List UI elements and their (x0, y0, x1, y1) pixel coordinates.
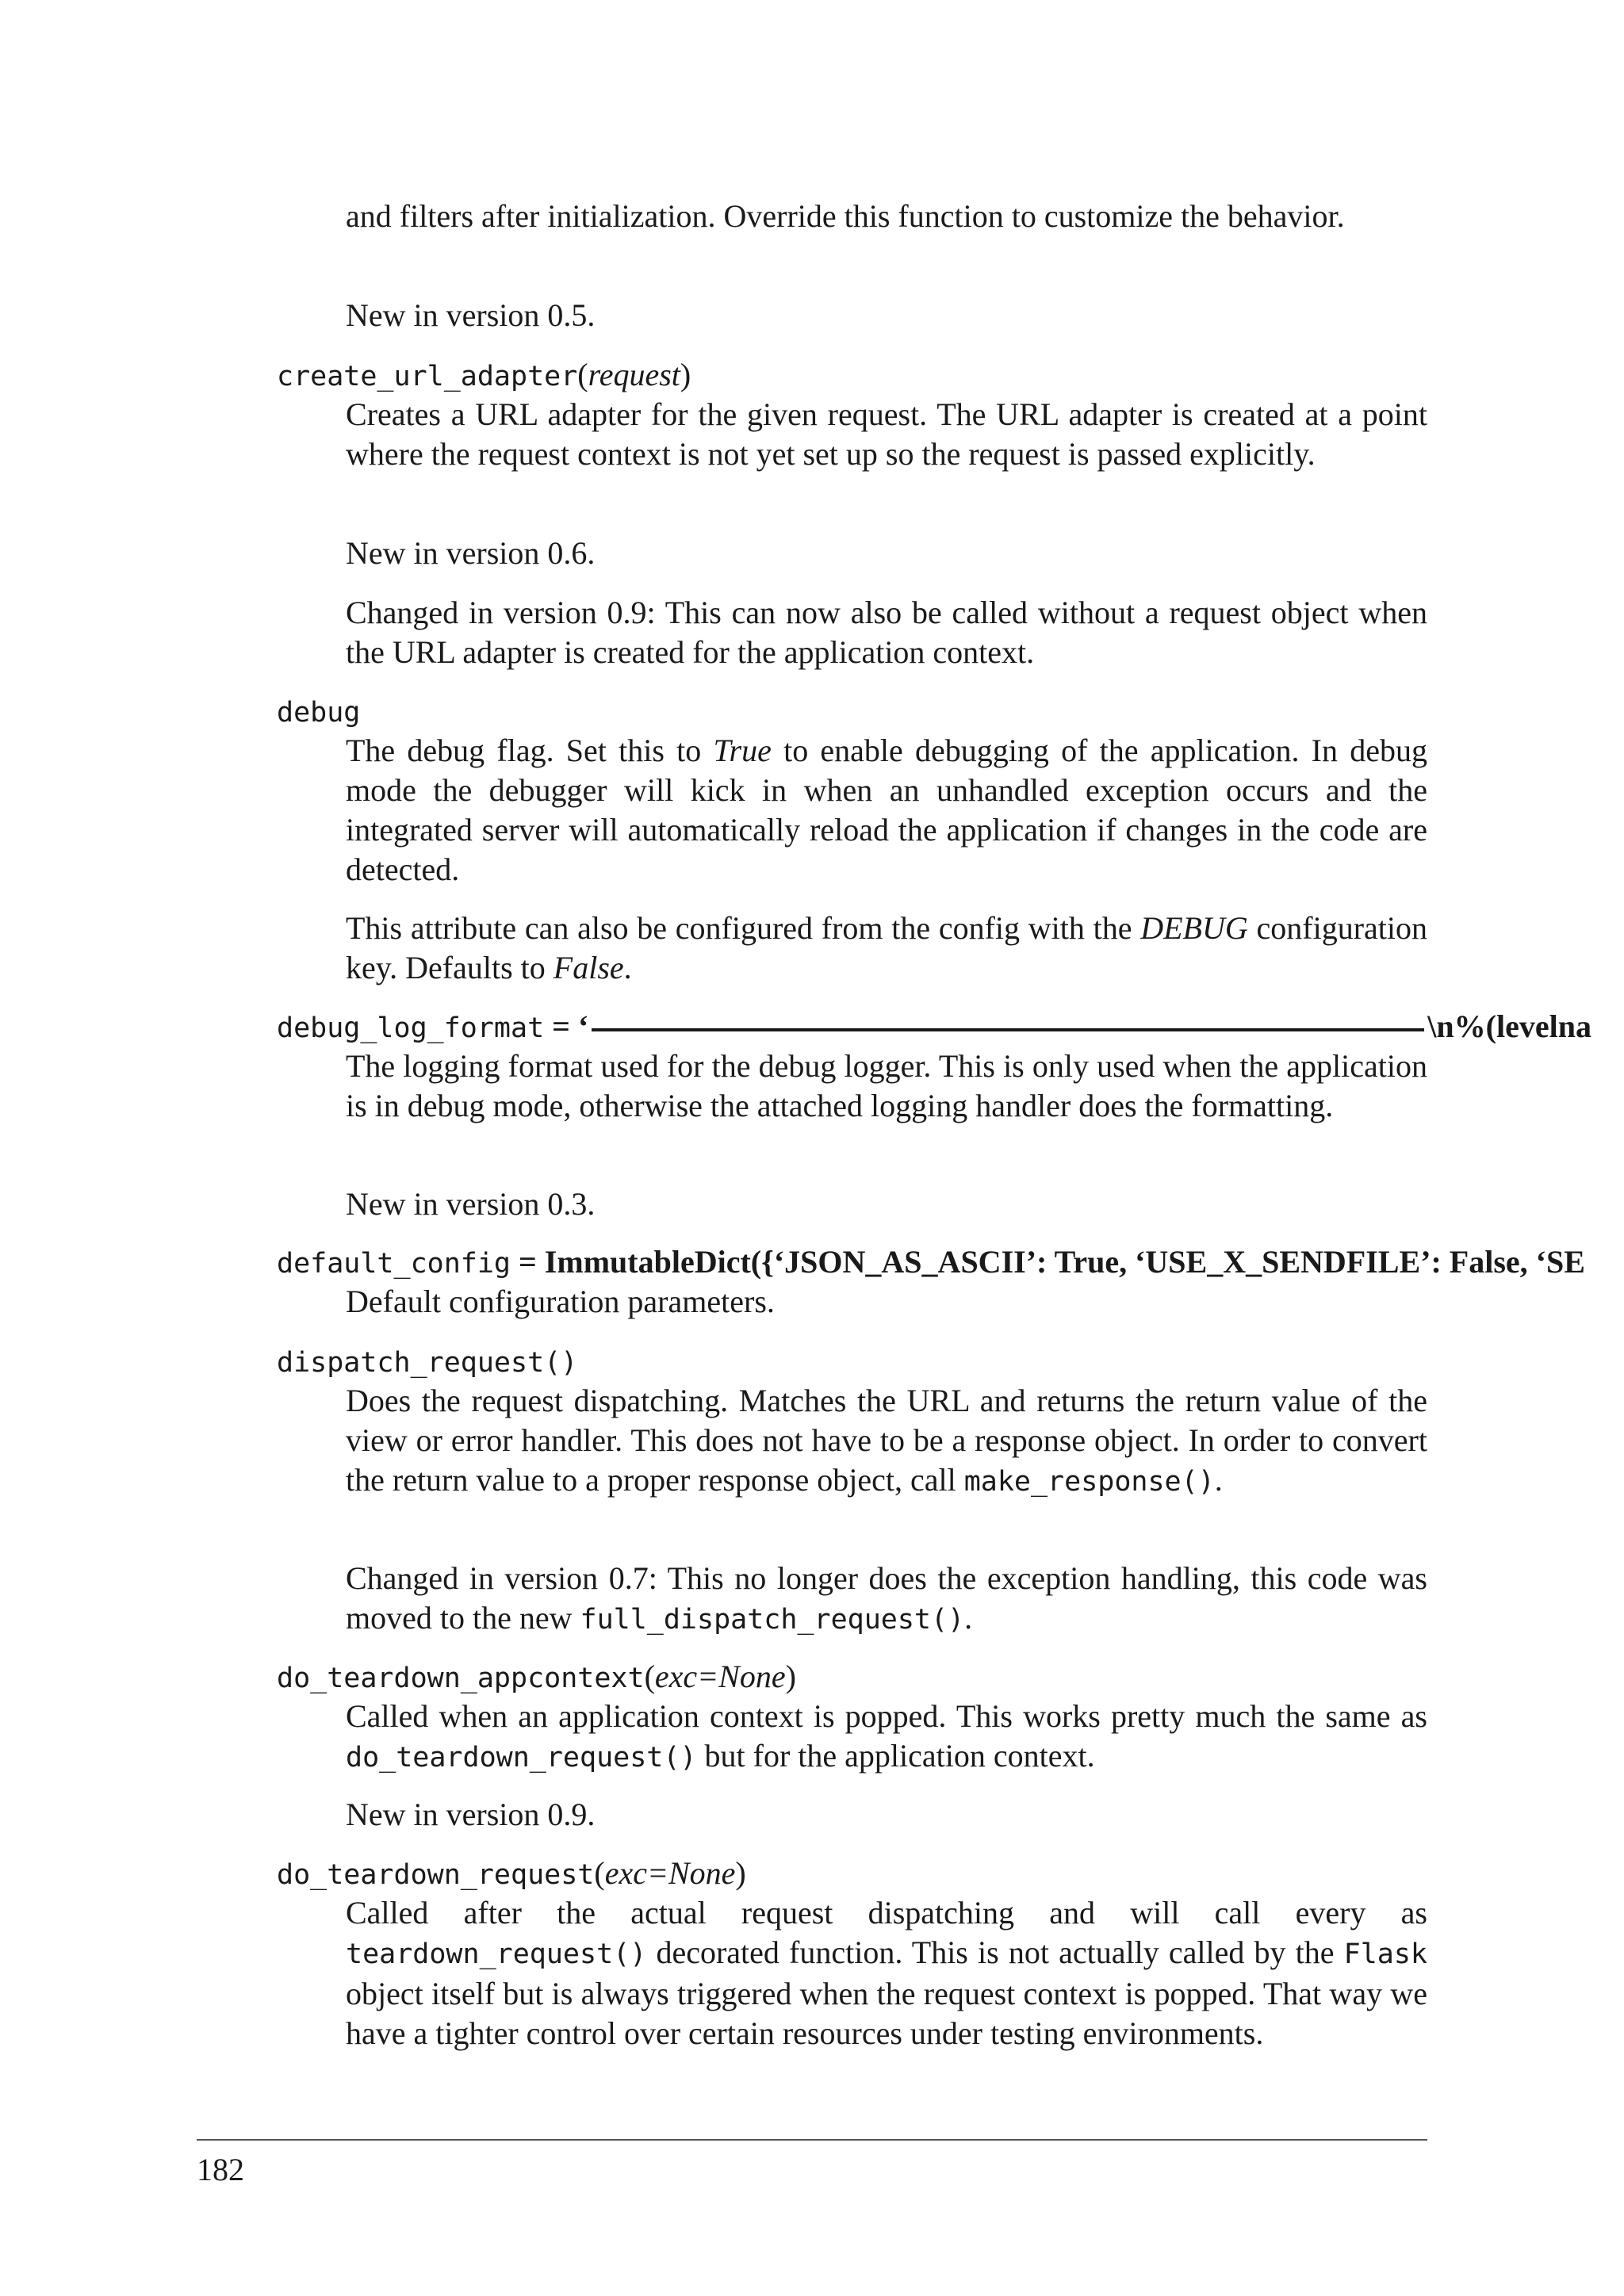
do-teardown-appcontext-version-note: New in version 0.9. (346, 1797, 596, 1832)
footer-rule (197, 2139, 1427, 2141)
format-separator-line (592, 1028, 1424, 1031)
page-number: 182 (197, 2152, 244, 2187)
dispatch-request-signature: dispatch_request() (277, 1347, 578, 1379)
create-url-adapter-changed-note: Changed in version 0.9: This can now also be called without a request object when the URL adapter is created for the application context. (346, 595, 1427, 670)
debug-config-note: This attribute can also be configured from the config with the DEBUG configuration key. Defaults to False. (346, 910, 1427, 985)
intro-version-note: New in version 0.5. (346, 297, 596, 333)
do-teardown-request-signature: do_teardown_request(exc=None) (277, 1855, 746, 1891)
dispatch-request-changed-note: Changed in version 0.7: This no longer does the exception handling, this code was moved to the new full_dispatch_request(). (346, 1560, 1427, 1636)
dispatch-request-description: Does the request dispatching. Matches the URL and returns the return value of the view or error handler. This does not have to be a response object. In order to convert the return value to a proper response object, call make_response(). (346, 1383, 1427, 1498)
do-teardown-request-description: Called after the actual request dispatching and will call every as teardown_request() decorated function. This is not actually called by the Flask object itself but is always triggered when the request context is popped. That way we have a tighter control over certain resources under testing environments. (346, 1895, 1427, 2051)
default-config-description: Default configuration parameters. (346, 1284, 775, 1319)
debug-signature: debug (277, 697, 361, 729)
do-teardown-appcontext-signature: do_teardown_appcontext(exc=None) (277, 1659, 796, 1694)
default-config-signature: default_config = ImmutableDict({‘JSON_AS_ASCII’: True, ‘USE_X_SENDFILE’: False, ‘SE (277, 1244, 1585, 1280)
debug-log-format-description: The logging format used for the debug logger. This is only used when the application is in debug mode, otherwise the attached logging handler does the formatting. (346, 1048, 1427, 1123)
intro-text: and filters after initialization. Override this function to customize the behavior. (346, 198, 1345, 234)
debug-log-format-signature: debug_log_format = ‘ \n%(levelna (277, 1008, 1591, 1044)
debug-description: The debug flag. Set this to True to enable debugging of the application. In debug mode the debugger will kick in when an unhandled exception occurs and the integrated server will automatically reload the application if changes in the code are detected. (346, 733, 1427, 887)
intro-paragraph (346, 197, 1427, 236)
create-url-adapter-version-note: New in version 0.6. (346, 535, 596, 571)
create-url-adapter-signature: create_url_adapter(request) (277, 357, 691, 392)
create-url-adapter-description: Creates a URL adapter for the given request. The URL adapter is created at a point where the request context is not yet set up so the request is passed explicitly. (346, 396, 1427, 472)
do-teardown-appcontext-description: Called when an application context is popped. This works pretty much the same as do_teardown_request() but for the application context. (346, 1698, 1427, 1774)
debug-log-format-version-note: New in version 0.3. (346, 1186, 596, 1222)
